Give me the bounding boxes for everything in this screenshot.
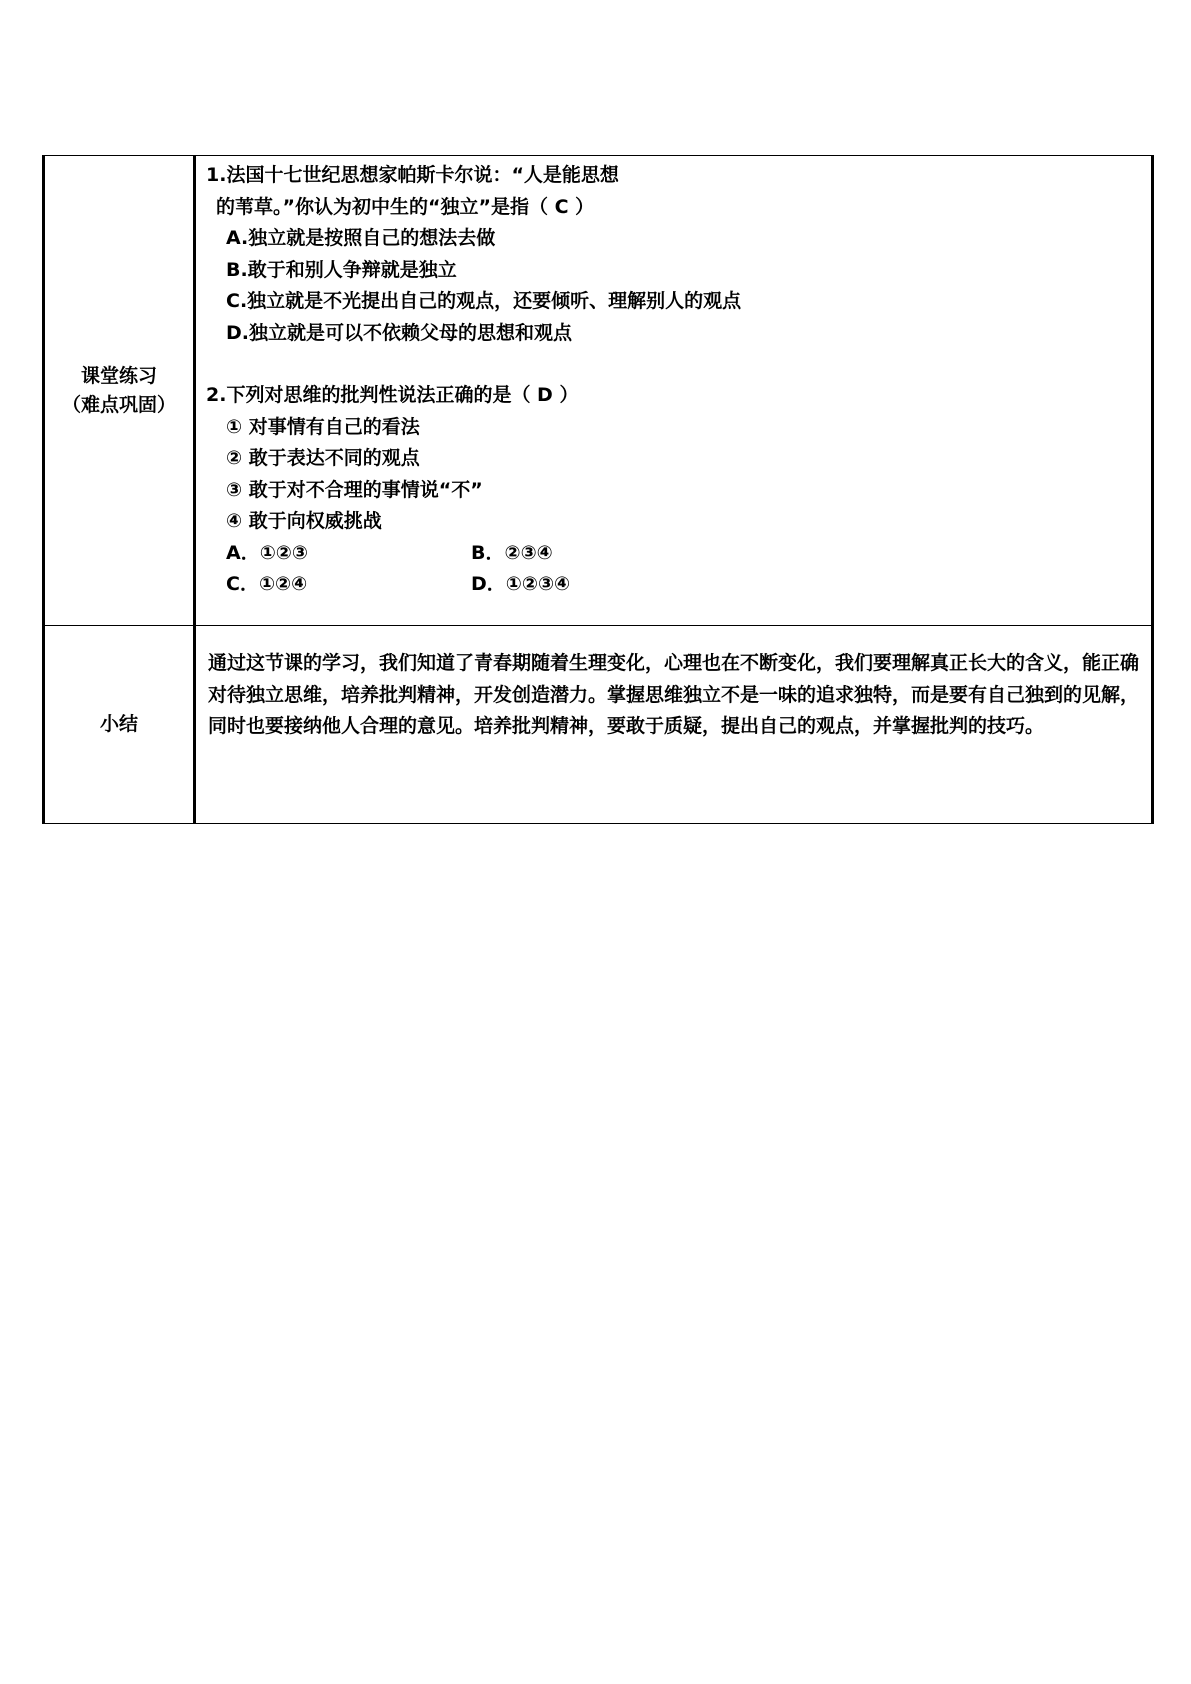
exercise-sublabel: （难点巩固） [61,393,176,416]
summary-row [44,626,1153,824]
q2-choice-d: D．①②③④ [471,573,571,595]
q2-item-1: ① 对事情有自己的看法 [226,415,420,438]
q2-stem: 2.下列对思维的批判性说法正确的是（ D ） [206,384,579,406]
q1-option-d: D.独立就是可以不依赖父母的思想和观点 [226,321,572,344]
q1-option-b: B.敢于和别人争辩就是独立 [226,258,457,281]
lesson-table [42,155,1154,824]
exercise-row [44,156,1153,626]
exercise-content-cell [195,156,1153,626]
exercise-content [196,156,1151,601]
summary-text: 通过这节课的学习，我们知道了青春期随着生理变化，心理也在不断变化，我们要理解真正长大的含义，能正确对待独立思维，培养批判精神，开发创造潜力。掌握思维独立不是一味的追求独特，而是要有自己独到的见解，同时也要接纳他人合理的意见。培养批判精神，要敢于质疑，提出自己的观点，并掌握批判的技巧。 [208,652,1140,737]
q2-choices-row-2 [206,569,1141,601]
q2-item-2: ② 敢于表达不同的观点 [226,447,420,469]
exercise-label-cell [44,156,195,626]
q1-option-c: C.独立就是不光提出自己的观点，还要倾听、理解别人的观点 [226,290,742,312]
q1-stem-line2: 的苇草。”你认为初中生的“独立”是指（ C ） [216,195,595,218]
q1-option-a: A.独立就是按照自己的想法去做 [226,227,496,249]
question-spacer [206,349,1141,380]
exercise-label: 课堂练习 [80,364,157,387]
q2-choice-b: B．②③④ [471,541,553,564]
q2-item-3: ③ 敢于对不合理的事情说“不” [226,478,483,501]
q2-choices-row-1 [206,538,1141,570]
summary-label-cell [44,626,195,824]
summary-content-cell [195,626,1153,824]
q2-choice-a: A．①②③ [226,541,308,564]
q2-choice-c: C．①②④ [226,573,308,595]
q1-stem-line1: 1.法国十七世纪思想家帕斯卡尔说：“人是能思想 [206,164,619,186]
summary-label: 小结 [99,713,138,735]
q2-item-4: ④ 敢于向权威挑战 [226,510,382,532]
